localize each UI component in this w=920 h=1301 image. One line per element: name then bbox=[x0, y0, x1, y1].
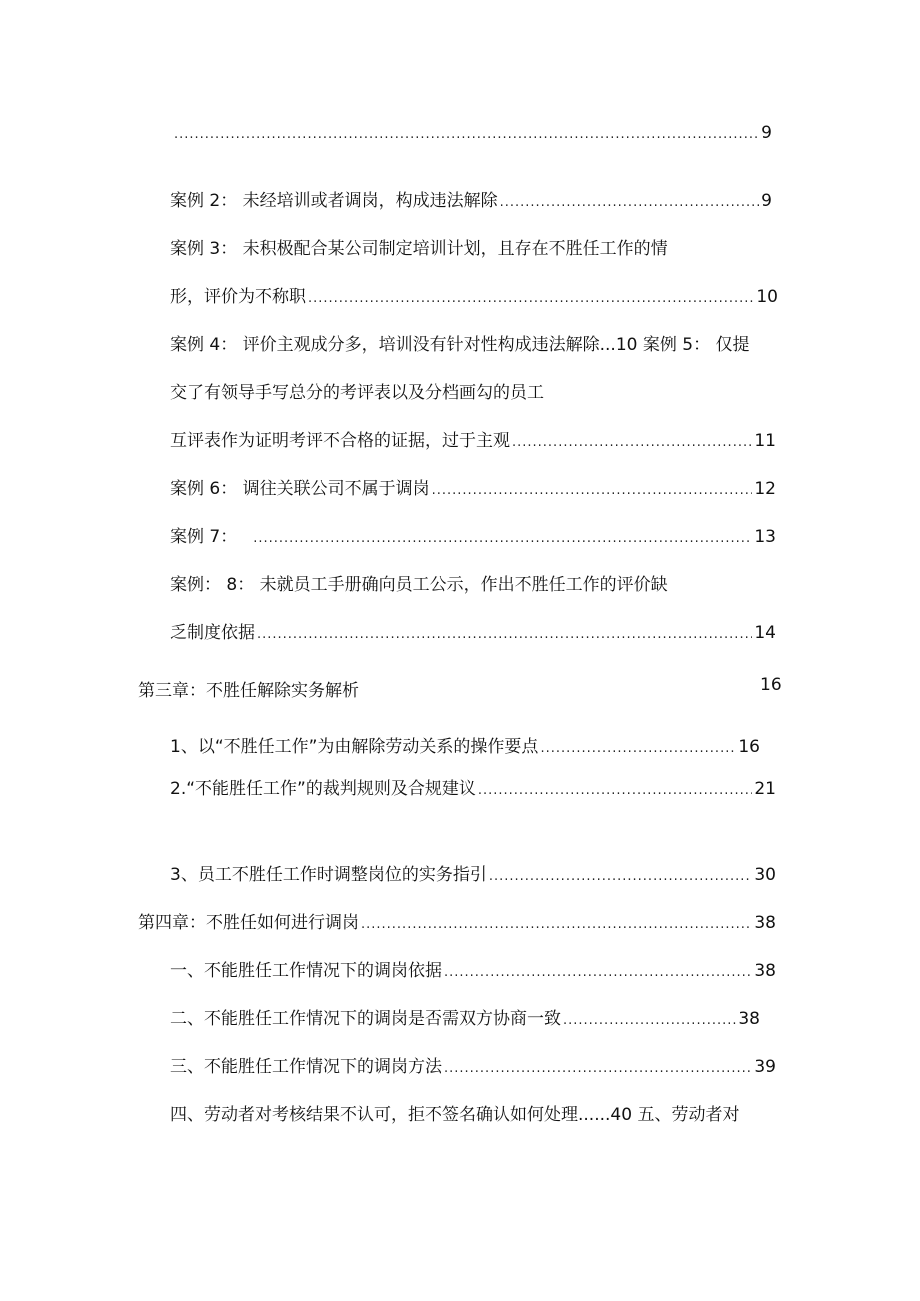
entry-title: 2.“不能胜任工作”的裁判规则及合规建议 bbox=[170, 779, 476, 799]
entry-title: 案例 7： bbox=[170, 527, 238, 547]
leader-dots bbox=[253, 528, 752, 550]
leader-dots bbox=[500, 192, 760, 214]
toc-entry-4-1[interactable] bbox=[170, 960, 776, 984]
chapter-3-title[interactable]: 第三章：不胜任解除实务解析 bbox=[138, 681, 359, 701]
toc-entry-4-3[interactable] bbox=[170, 1056, 776, 1080]
page-number: 16 bbox=[738, 737, 760, 757]
page-number: 38 bbox=[754, 961, 776, 981]
page-number: 12 bbox=[754, 479, 776, 499]
toc-entry-case-3[interactable] bbox=[170, 286, 778, 310]
entry-title: 形，评价为不称职 bbox=[170, 287, 306, 307]
toc-entry-case-2[interactable] bbox=[170, 190, 772, 214]
toc-entry-4-4-5[interactable]: 四、劳动者对考核结果不认可，拒不签名确认如何处理......40 五、劳动者对 bbox=[170, 1105, 740, 1125]
toc-entry-case-7[interactable] bbox=[170, 526, 776, 550]
toc-entry-section-3[interactable] bbox=[170, 864, 776, 888]
page-number: 39 bbox=[754, 1057, 776, 1077]
toc-entry-case-3-line1[interactable]: 案例 3： 未积极配合某公司制定培训计划，且存在不胜任工作的情 bbox=[170, 239, 668, 259]
entry-title: 三、不能胜任工作情况下的调岗方法 bbox=[170, 1057, 442, 1077]
page-number: 10 bbox=[756, 287, 778, 307]
page-number: 11 bbox=[754, 431, 776, 451]
page-number: 9 bbox=[761, 191, 772, 211]
toc-entry-section-2[interactable] bbox=[170, 778, 776, 802]
page-number: 38 bbox=[754, 913, 776, 933]
toc-entry-case-8[interactable] bbox=[170, 622, 776, 646]
leader-dots bbox=[257, 624, 752, 646]
entry-title: 一、不能胜任工作情况下的调岗依据 bbox=[170, 961, 442, 981]
page-number: 38 bbox=[738, 1009, 760, 1029]
page-number: 14 bbox=[754, 623, 776, 643]
entry-title: 互评表作为证明考评不合格的证据，过于主观 bbox=[170, 431, 510, 451]
page-number: 21 bbox=[754, 779, 776, 799]
leader-dots bbox=[512, 432, 752, 454]
leader-dots bbox=[540, 738, 736, 760]
entry-title: 1、以“不胜任工作”为由解除劳动关系的操作要点 bbox=[170, 737, 539, 757]
leader-dots bbox=[174, 124, 759, 146]
toc-entry-case-6[interactable] bbox=[170, 478, 776, 502]
entry-title: 案例 6： 调往关联公司不属于调岗 bbox=[170, 479, 430, 499]
entry-title: 二、不能胜任工作情况下的调岗是否需双方协商一致 bbox=[170, 1009, 561, 1029]
entry-title: 案例 2： 未经培训或者调岗，构成违法解除 bbox=[170, 191, 498, 211]
toc-entry-case-4-5-line1[interactable]: 案例 4： 评价主观成分多，培训没有针对性构成违法解除...10 案例 5： 仅提 bbox=[170, 335, 750, 355]
toc-entry-section-1[interactable] bbox=[170, 736, 760, 760]
leader-dots bbox=[563, 1010, 736, 1032]
leader-dots bbox=[361, 914, 752, 936]
leader-dots bbox=[444, 962, 752, 984]
chapter-3-page: 16 bbox=[760, 675, 782, 695]
leader-dots bbox=[444, 1058, 752, 1080]
leader-dots bbox=[489, 866, 753, 888]
toc-entry-case-5[interactable] bbox=[170, 430, 776, 454]
leader-dots bbox=[432, 480, 753, 502]
page-number: 13 bbox=[754, 527, 776, 547]
toc-entry-case-8-line1[interactable]: 案例： 8： 未就员工手册确向员工公示，作出不胜任工作的评价缺 bbox=[170, 575, 668, 595]
entry-title: 3、员工不胜任工作时调整岗位的实务指引 bbox=[170, 865, 487, 885]
toc-entry-4-2[interactable] bbox=[170, 1008, 760, 1032]
chapter-4-title: 第四章：不胜任如何进行调岗 bbox=[138, 913, 359, 933]
page-number: 30 bbox=[754, 865, 776, 885]
page-number: 9 bbox=[761, 123, 772, 143]
entry-title: 乏制度依据 bbox=[170, 623, 255, 643]
leader-dots bbox=[308, 288, 754, 310]
toc-entry-chapter-4[interactable] bbox=[138, 912, 776, 936]
toc-entry-case-5-line2[interactable]: 交了有领导手写总分的考评表以及分档画勾的员工 bbox=[170, 383, 544, 403]
leader-dots bbox=[478, 780, 753, 802]
toc-entry-continuation[interactable] bbox=[172, 122, 772, 146]
